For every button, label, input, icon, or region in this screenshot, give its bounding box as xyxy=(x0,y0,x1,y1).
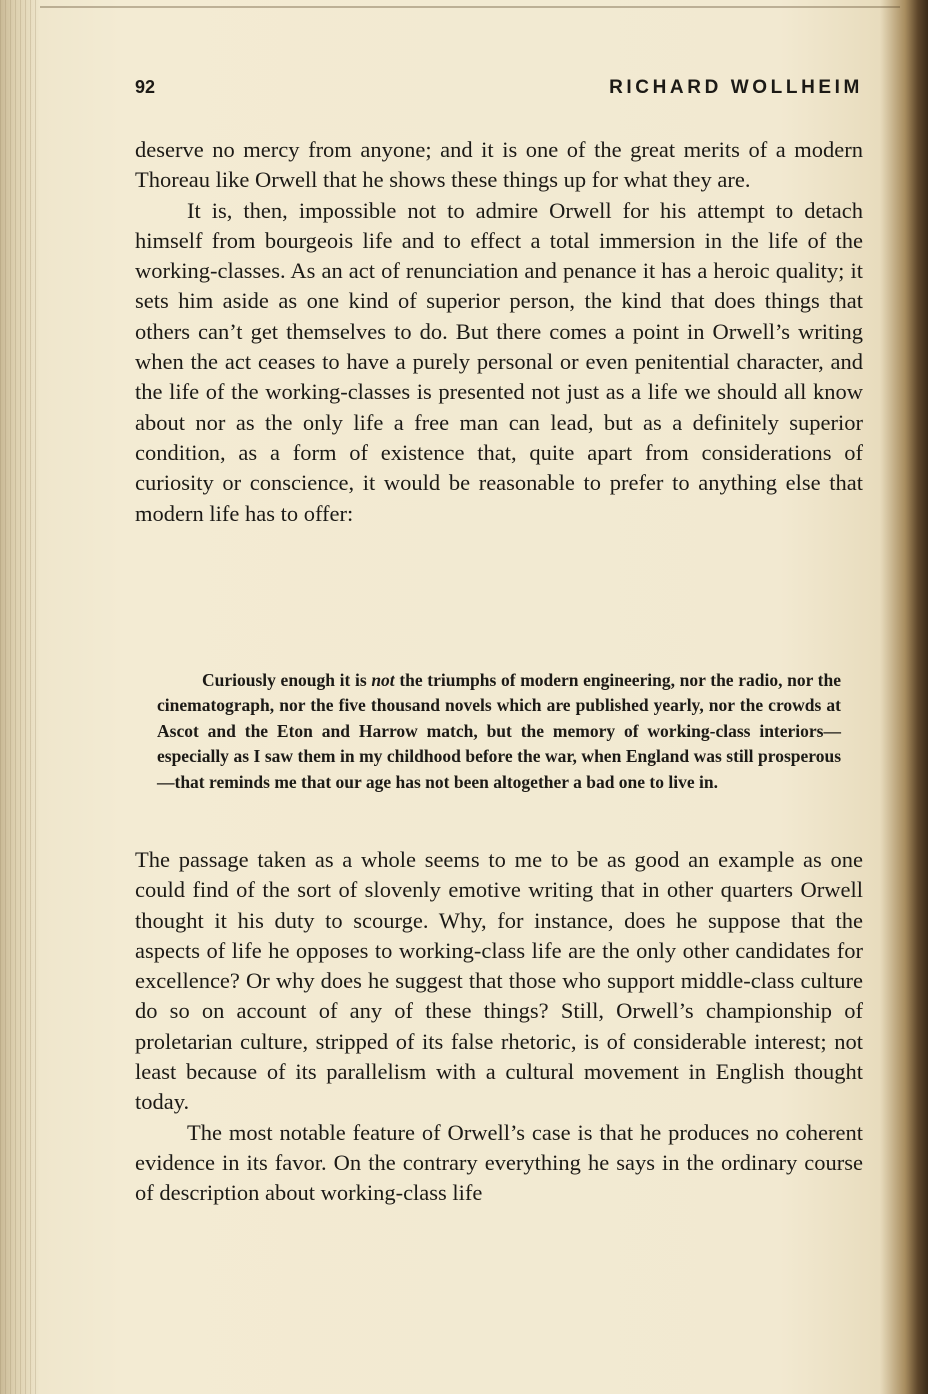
block-quotation xyxy=(157,650,841,813)
quote-lead: Curiously enough it is xyxy=(202,669,372,690)
page-number: 92 xyxy=(135,77,156,97)
page-top-edge xyxy=(40,6,900,8)
paragraph-notable-feature: The most notable feature of Orwell’s case is that he produces no coherent evidence in its favor. On the contrary everything he says in the ordinary course of description about working-class life xyxy=(135,1119,863,1206)
paragraph-slovenly-writing: The passage taken as a whole seems to me to be as good an example as one could find of the sort of slovenly emotive writing that in other quarters Orwell thought it his duty to scourge. Why, for instance, does he suppose that the aspects of life he opposes to working-class life are the only other candidates for excellence? Or why does he suggest that those who support middle-class culture do so on account of any of these things? Still, Orwell’s championship of proletarian culture, stripped of its false rhetoric, is of considerable interest; not least because of its parallelism with a cultural movement in English thought today. xyxy=(135,847,863,1115)
paragraph-orwell-immersion: It is, then, impossible not to admire Orwell for his attempt to detach himself from bourgeois life and to effect a total immersion in the life of the working-classes. As an act of renunciation and penance it has a heroic quality; it sets him aside as one kind of superior person, the kind that does things that others can’t get themselves to do. But there comes a point in Orwell’s writing when the act ceases to have a purely personal or even penitential character, and the life of the working-classes is presented not just as a life we should all know about nor as the only life a free man can lead, but as a definitely superior condition, as a form of existence that, quite apart from considerations of curiosity or conscience, it would be reasonable to prefer to anything else that modern life has to offer: xyxy=(135,197,863,526)
text-block-bottom xyxy=(135,845,863,1209)
quote-rest: the triumphs of modern engineering, nor the radio, nor the cinematograph, nor the five thousand novels which are published yearly, nor the crowds at Ascot and the Eton and Harrow match, but the memory of working-class interiors—especially as I saw them in my childhood before the war, when England was still prosperous—that reminds me that our age has not been altogether a bad one to live in. xyxy=(157,669,842,792)
running-header xyxy=(135,77,863,107)
paragraph-continued: deserve no mercy from anyone; and it is one of the great merits of a modern Thoreau like Orwell that he shows these things up for what they are. xyxy=(135,137,863,193)
quotation-text xyxy=(157,668,841,796)
quote-emphasis: not xyxy=(371,669,395,690)
text-block-top xyxy=(135,135,863,529)
running-head-author: RICHARD WOLLHEIM xyxy=(609,77,863,98)
